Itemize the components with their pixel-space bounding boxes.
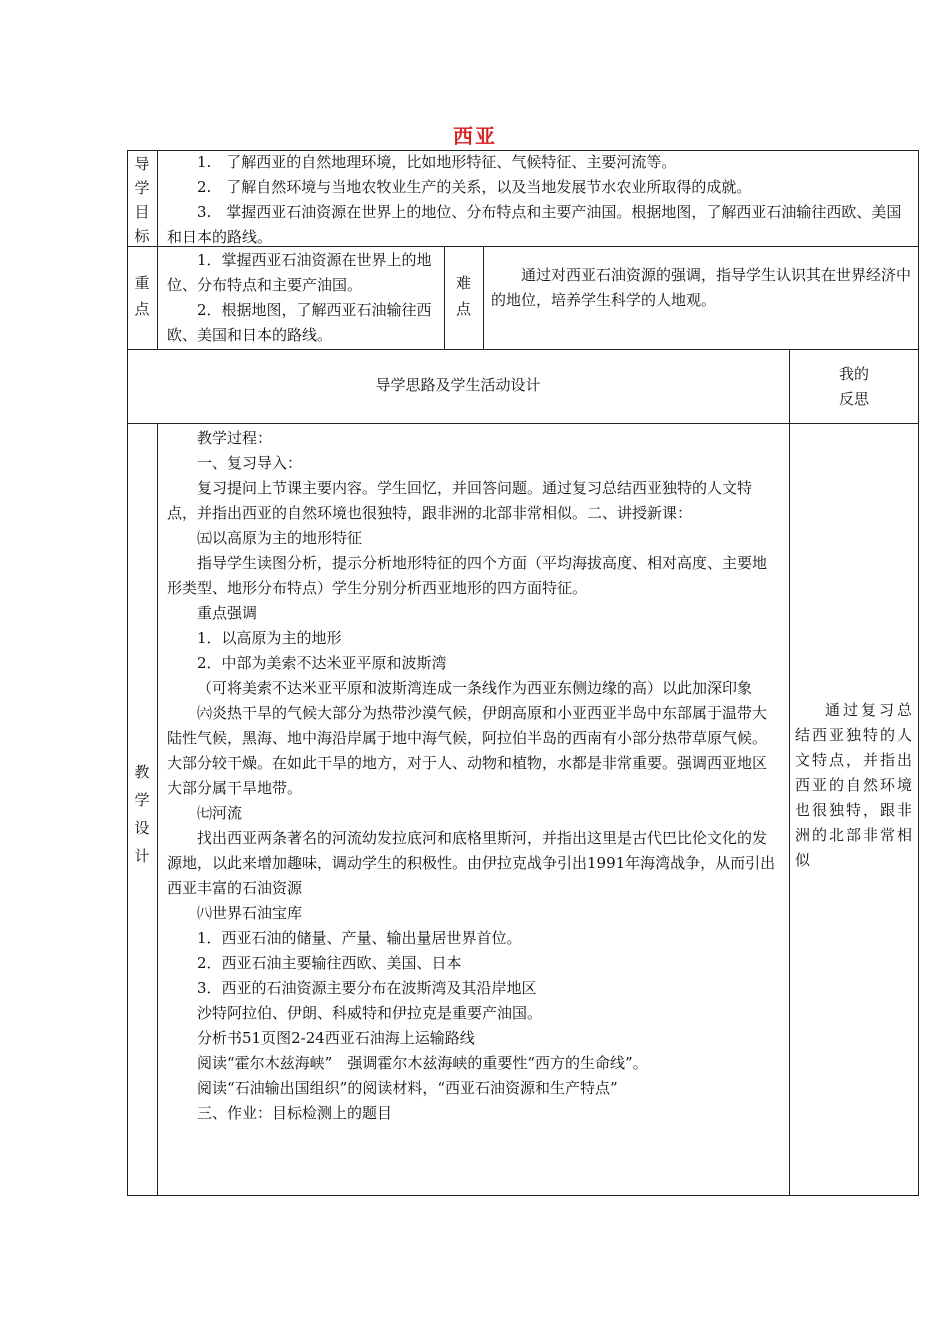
- row-divider: [127, 349, 919, 350]
- teaching-line: ㈧世界石油宝库: [197, 904, 303, 922]
- teaching-label: 教学设计: [134, 763, 150, 865]
- teaching-line: 阅读“石油输出国组织”的阅读材料，“西亚石油资源和生产特点”: [197, 1079, 618, 1097]
- teaching-line: 三、作业：目标检测上的题目: [197, 1104, 393, 1122]
- key-points-label: 重点: [134, 274, 150, 318]
- column-divider: [789, 349, 790, 1196]
- teaching-line: 1．西亚石油的储量、产量、输出量居世界首位。: [197, 929, 522, 947]
- lesson-plan-table: [127, 150, 919, 1196]
- teaching-line: 2．中部为美索不达米亚平原和波斯湾: [197, 654, 447, 672]
- design-header-title: 导学思路及学生活动设计: [375, 376, 541, 394]
- row-divider: [127, 423, 919, 424]
- difficult-points-label: 难点: [455, 274, 471, 318]
- column-divider: [483, 246, 484, 349]
- reflection-text: 通过复习总结西亚独特的人文特点，并指出西亚的自然环境也很独特，跟非洲的北部非常相似: [795, 701, 913, 869]
- goal-item: 2. 了解自然环境与当地农牧业生产的关系，以及当地发展节水农业所取得的成就。: [197, 178, 752, 196]
- teaching-line: 找出西亚两条著名的河流幼发拉底河和底格里斯河，并指出这里是古代巴比伦文化的发源地，以此来增加趣味，调动学生的积极性。由伊拉克战争引出1991年海湾战争，从而引出西亚丰富的石油资源: [167, 829, 776, 897]
- teaching-line: 分析书51页图2-24西亚石油海上运输路线: [197, 1029, 475, 1047]
- teaching-line: ㈤以高原为主的地形特征: [197, 529, 363, 547]
- teaching-line: 沙特阿拉伯、伊朗、科威特和伊拉克是重要产油国。: [197, 1004, 543, 1022]
- teaching-line: ㈦河流: [197, 804, 243, 822]
- goals-list: [167, 150, 912, 250]
- goals-label: 导学目标: [134, 155, 150, 245]
- teaching-line: 教学过程：: [197, 429, 273, 447]
- teaching-line: 指导学生读图分析，提示分析地形特征的四个方面（平均海拔高度、相对高度、主要地形类型、地形分布特点）学生分别分析西亚地形的四方面特征。: [167, 554, 768, 597]
- key-point-item: 2．根据地图，了解西亚石油输往西欧、美国和日本的路线。: [167, 301, 432, 344]
- teaching-line: 一、复习导入：: [197, 454, 303, 472]
- column-divider: [157, 423, 158, 1196]
- teaching-line: 复习提问上节课主要内容。学生回忆，并回答问题。通过复习总结西亚独特的人文特点，并指出西亚的自然环境也很独特，跟非洲的北部非常相似。二、讲授新课：: [167, 479, 753, 522]
- goal-item: 3. 掌握西亚石油资源在世界上的地位、分布特点和主要产油国。根据地图，了解西亚石油输往西欧、美国和日本的路线。: [167, 203, 902, 246]
- teaching-line: 2．西亚石油主要输往西欧、美国、日本: [197, 954, 462, 972]
- reflection-header: 我的 反思: [838, 365, 869, 408]
- page-title: 西亚: [453, 124, 497, 148]
- goal-item: 1. 了解西亚的自然地理环境，比如地形特征、气候特征、主要河流等。: [197, 153, 677, 171]
- teaching-line: 3．西亚的石油资源主要分布在波斯湾及其沿岸地区: [197, 979, 537, 997]
- key-points-list: [167, 248, 439, 348]
- teaching-line: 1．以高原为主的地形: [197, 629, 342, 647]
- teaching-line: 重点强调: [197, 604, 258, 622]
- teaching-line: ㈥炎热干旱的气候大部分为热带沙漠气候，伊朗高原和小亚西亚半岛中东部属于温带大陆性气候，黑海、地中海沿岸属于地中海气候，阿拉伯半岛的西南有小部分热带草原气候。大部分较干燥。在如此干旱的地方，对于人、动物和植物，水都是非常重要。强调西亚地区大部分属干旱地带。: [167, 704, 768, 797]
- difficult-points-text: 通过对西亚石油资源的强调，指导学生认识其在世界经济中的地位，培养学生科学的人地观。: [491, 266, 912, 309]
- teaching-line: 阅读“霍尔木兹海峡” 强调霍尔木兹海峡的重要性“西方的生命线”。: [197, 1054, 648, 1072]
- teaching-line: （可将美索不达米亚平原和波斯湾连成一条线作为西亚东侧边缘的高）以此加深印象: [197, 679, 753, 697]
- column-divider: [157, 150, 158, 349]
- key-point-item: 1．掌握西亚石油资源在世界上的地位、分布特点和主要产油国。: [167, 251, 432, 294]
- teaching-content: [167, 426, 781, 1126]
